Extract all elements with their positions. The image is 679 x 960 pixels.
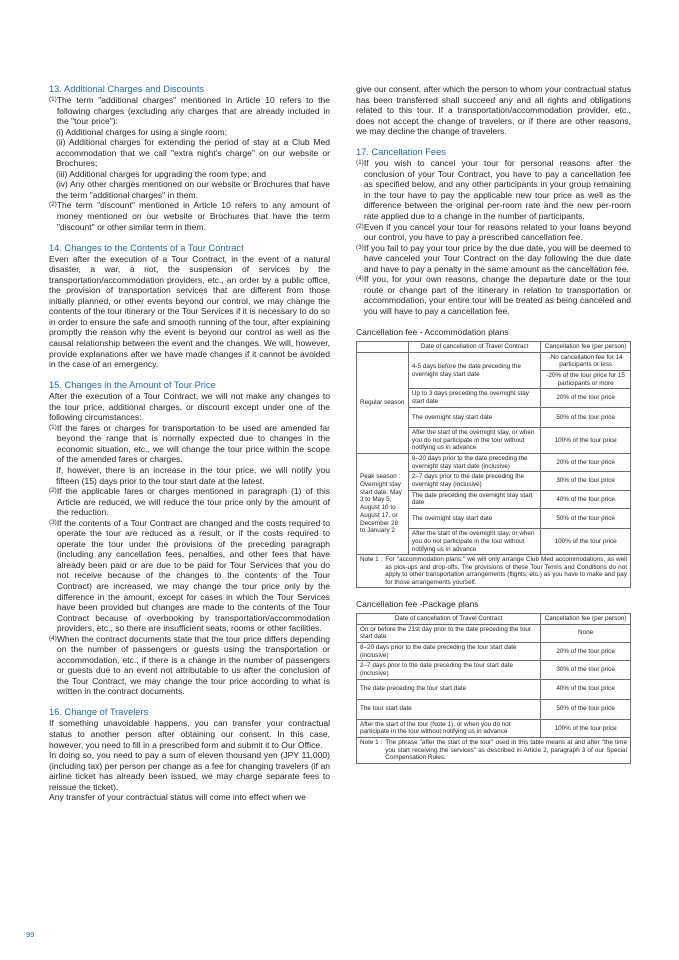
left-column xyxy=(49,84,330,803)
peak-season-label: Peak season : Overnight stay start date: May 3 to May 5, August 10 to August 17, or December 28 to January 2 xyxy=(357,453,409,554)
item-text: When the contract documents state that the tour price differs depending on the number of passengers or guests using the transportation or accommodation, etc., if there is a change in the number of passengers or guests due to an event not attributable to us after the conclusion of the Tour Contract, we may change the tour price according to what is written in the contract documents. xyxy=(56,633,330,697)
cell-date: 2–7 days prior to the date preceding the tour start date (inclusive) xyxy=(357,661,541,679)
table-header-row xyxy=(357,341,631,352)
cell-fee: -No cancellation fee for 14 participants or less xyxy=(541,352,631,370)
table-row xyxy=(357,352,631,370)
cell-fee: 20% of the tour price xyxy=(541,389,631,407)
note-text: The phrase "after the start of the tour" used in this table means at and after "the time you start receiving the services" as described in Article 2, paragraph 3 of our Special Compensation Rules. xyxy=(385,739,627,762)
package-table-caption: Cancellation fee -Package plans xyxy=(356,598,479,609)
item-number: (1) xyxy=(356,159,364,167)
cell-date: The overnight stay start date xyxy=(408,509,540,529)
cell-date: The date preceding the tour start date xyxy=(357,679,541,699)
section-13-sub-iii: (iii) Additional charges for upgrading the room type; and xyxy=(56,168,266,179)
note-label: Note 1 : xyxy=(360,556,383,564)
section-16-paragraph-2: In doing so, you need to pay a sum of eleven thousand yen (JPY 11,000) (including tax) per person per change as a fee for changing travelers (if an airline ticket has already been issued, we may charge separate fees to reissue the ticket). xyxy=(49,750,330,792)
item-number: (2) xyxy=(49,487,57,495)
cell-date: Up to 3 days preceding the overnight stay start date xyxy=(408,389,540,407)
header-date: Date of cancellation of Travel Contract xyxy=(357,613,541,624)
cell-fee: 30% of the tour price xyxy=(541,472,631,490)
table-row xyxy=(357,642,631,660)
section-17-item-1 xyxy=(356,158,631,221)
regular-season-label: Regular season xyxy=(357,352,409,453)
table-row xyxy=(357,719,631,737)
empty-header-cell xyxy=(357,341,409,352)
section-14-text: Even after the execution of a Tour Contract, in the event of a natural disaster, a war, a riot, the suspension of services by the transportation/accommodation providers, etc., an order by a public office, the provision of transportation services that are different from those initially planned, or other events beyond our control, we may change the contents of the tour itinerary or the Tour Services if it is necessary to do so in order to ensure the safe and smooth running of the tour, after explaining promptly the reason why the event is beyond our control as well as the causal relationship between the event and the changes. We will, however, provide explanations after we have made changes if it cannot be avoided in the case of an emergency. xyxy=(49,253,330,370)
section-15-intro: After the execution of a Tour Contract, we will not make any changes to the tour price, additional charges, or discount except under one of the following circumstances: xyxy=(49,391,330,423)
section-14-title: 14. Changes to the Contents of a Tour Contract xyxy=(49,242,244,253)
item-number: (1) xyxy=(49,96,57,103)
cell-date: After the start of the tour (Note 1), or when you do not participate in the tour without notifying us in advance xyxy=(357,719,541,737)
cell-fee: 40% of the tour price xyxy=(541,679,631,699)
table-row xyxy=(357,699,631,719)
section-16-paragraph-1: If something unavoidable happens, you can transfer your contractual status to another person after obtaining our consent. In this case, however, you need to fill in a prescribed form and submit it to Our Office. xyxy=(49,718,330,750)
cell-date: 8–20 days prior to the date preceding the overnight stay start date (inclusive) xyxy=(408,453,540,471)
section-17-item-4 xyxy=(356,274,631,316)
cell-date: The overnight stay start date xyxy=(408,407,540,427)
cell-fee: 50% of the tour price xyxy=(541,699,631,719)
cell-date: On or before the 21st day prior to the date preceding the tour start date xyxy=(357,624,541,642)
section-13-title: 13. Additional Charges and Discounts xyxy=(49,84,205,94)
item-text: Even if you cancel your tour for reasons related to your loans beyond our control, you have to pay a prescribed cancellation fee. xyxy=(363,221,631,243)
section-15-item-2 xyxy=(49,486,330,518)
table-row xyxy=(357,453,631,471)
table-row xyxy=(357,661,631,679)
item-text: The term "additional charges" mentioned in Article 10 refers to the following charges (excluding any charges that are already included in the "tour price"): xyxy=(56,95,330,127)
cell-fee: None xyxy=(541,624,631,642)
item-number: (4) xyxy=(356,275,364,283)
cell-date: 2–7 days prior to the date preceding the overnight stay (inclusive) xyxy=(408,472,540,490)
item-text: If you wish to cancel your tour for personal reasons after the conclusion of your Tour Contract, you have to pay a cancellation fee as specified below, and any other participants in your group remaining in the tour have to pay the applicable new tour price as well as the difference between the original per-room rate and the new per-room rate applied due to a change in the number of participants. xyxy=(363,158,631,221)
cell-date: 4-5 days before the date preceding the overnight stay start date xyxy=(408,352,540,389)
item-number: (3) xyxy=(49,518,57,526)
section-16-paragraph-4: give our consent, after which the person to whom your contractual status has been transferred shall succeed any and all rights and obligations related to this tour. If a transportation/accommodation provider, etc., does not accept the change of travelers, or if there are other reasons, we may decline the change of travelers. xyxy=(356,84,631,137)
item-number: (1) xyxy=(49,423,57,431)
section-16-paragraph-3: Any transfer of your contractual status will come into effect when we xyxy=(49,792,306,803)
section-16-title: 16. Change of Travelers xyxy=(49,707,149,718)
table-note xyxy=(357,555,631,588)
cell-fee: 40% of the tour price xyxy=(541,490,631,508)
cell-fee: 30% of the tour price xyxy=(541,661,631,679)
table-note-row xyxy=(357,555,631,588)
note-label: Note 1 : xyxy=(360,739,383,747)
cell-date: After the start of the overnight stay, or when you do not participate in the tour without notifying us in advance xyxy=(408,529,540,555)
item-number: (2) xyxy=(356,222,364,230)
cell-date: The tour start date xyxy=(357,699,541,719)
page-number: 99 xyxy=(26,930,35,939)
section-15-title: 15. Changes in the Amount of Tour Price xyxy=(49,380,216,391)
cell-fee: 20% of the tour price xyxy=(541,642,631,660)
section-15-item-4 xyxy=(49,634,330,697)
cell-date: After the start of the overnight stay, or when you do not participate in the tour without notifying us in advance xyxy=(408,427,540,453)
cell-fee: 50% of the tour price xyxy=(541,407,631,427)
cell-fee: 100% of the tour price xyxy=(541,427,631,453)
item-text: If the applicable fares or charges mentioned in paragraph (1) of this Article are reduced, we will reduce the tour price only by the amount of the reduction. xyxy=(56,486,330,518)
section-15-item-1 xyxy=(49,423,330,465)
cell-fee: 20% of the tour price xyxy=(541,453,631,471)
cell-fee: 100% of the tour price xyxy=(541,719,631,737)
cell-date: The date preceding the overnight stay start date xyxy=(408,490,540,508)
header-fee: Cancellation fee (per person) xyxy=(541,613,631,624)
table-note-row xyxy=(357,738,631,764)
section-17-item-3 xyxy=(356,243,631,275)
item-text: If the fares or charges for transportation to be used are amended far beyond the range that is normally expected due to changes in the economic situation, etc., we will change the tour price within the scope of the amended fares or charges. xyxy=(56,422,330,465)
accommodation-table-caption: Cancellation fee - Accommodation plans xyxy=(356,326,509,337)
section-15-item-3 xyxy=(49,518,330,634)
item-text: The term "discount" mentioned in Article 10 refers to any amount of money mentioned on our website or Brochures that have the term "discount" or other similar term in them. xyxy=(56,200,330,232)
section-15-item-1-continued: If, however, there is an increase in the tour price, we will notify you fifteen (15) days prior to the tour start date at the latest. xyxy=(56,464,330,486)
item-text: If you fail to pay your tour price by the due date, you will be deemed to have canceled your Tour Contract on the day following the due date and have to pay a penalty in the same amount as the cancellation fee. xyxy=(363,242,631,274)
header-fee: Cancellation fee (per person) xyxy=(541,341,631,352)
section-13-sub-ii: (ii) Additional charges for extending the period of stay at a Club Med accommodation that we call "extra night's charge" on our website or Brochures; xyxy=(56,137,330,169)
item-text: If you, for your own reasons, change the departure date or the tour route or change part of the itinerary in relation to transportation or accommodation, your entire tour will be treated as being canceled and you will have to pay a cancellation fee. xyxy=(363,274,631,316)
table-row xyxy=(357,679,631,699)
item-number: (2) xyxy=(49,201,57,209)
accommodation-cancellation-table xyxy=(356,341,631,588)
package-cancellation-table xyxy=(356,613,631,764)
note-text: For "accommodation plans," we will only arrange Club Med accommodations, as well as pick-ups and drop-offs. The provisions of these Tour Terms and Conditions do not apply to other transportation arrangements (flights, etc.) as you have to make and pay for those arrangements yourself. xyxy=(385,556,627,586)
header-date: Date of cancellation of Travel Contract xyxy=(408,341,540,352)
item-number: (4) xyxy=(49,634,57,642)
item-number: (3) xyxy=(356,243,364,251)
table-header-row xyxy=(357,613,631,624)
section-13-item-2 xyxy=(49,200,330,232)
right-column xyxy=(356,84,631,764)
table-note xyxy=(357,738,631,764)
cell-date: 8–20 days prior to the date preceding the tour start date (inclusive) xyxy=(357,642,541,660)
cell-fee: 100% of the tour price xyxy=(541,529,631,555)
cell-fee: -20% of the tour price for 15 participants or more xyxy=(541,371,631,389)
table-row xyxy=(357,624,631,642)
section-17-title: 17. Cancellation Fees xyxy=(356,147,446,158)
section-13-item-1 xyxy=(49,95,330,127)
section-17-item-2 xyxy=(356,222,631,243)
section-13-sub-iv: (iv) Any other charges mentioned on our website or Brochures that have the term "additional charges" in them. xyxy=(56,179,330,200)
section-13-sub-i: (i) Additional charges for using a single room; xyxy=(56,126,228,137)
item-text: If the contents of a Tour Contract are changed and the costs required to operate the tour are reduced as a result, or if the costs required to operate the tour under the provisions of the preceding paragraph (including any cancellation fees, penalties, and other fees that have already been paid or are due to be paid for Tour Services that you do not receive because of the changes to the contents of the Tour Contract) are increased, we may change the tour price only by the difference in the amount, except for cases in which the Tour Services have been provided but changes are made to the contents of the Tour Contract because of overbooking by transportation/accommodation providers, etc., so there are insufficient seats, rooms or other facilities. xyxy=(56,517,330,634)
cell-fee: 50% of the tour price xyxy=(541,509,631,529)
